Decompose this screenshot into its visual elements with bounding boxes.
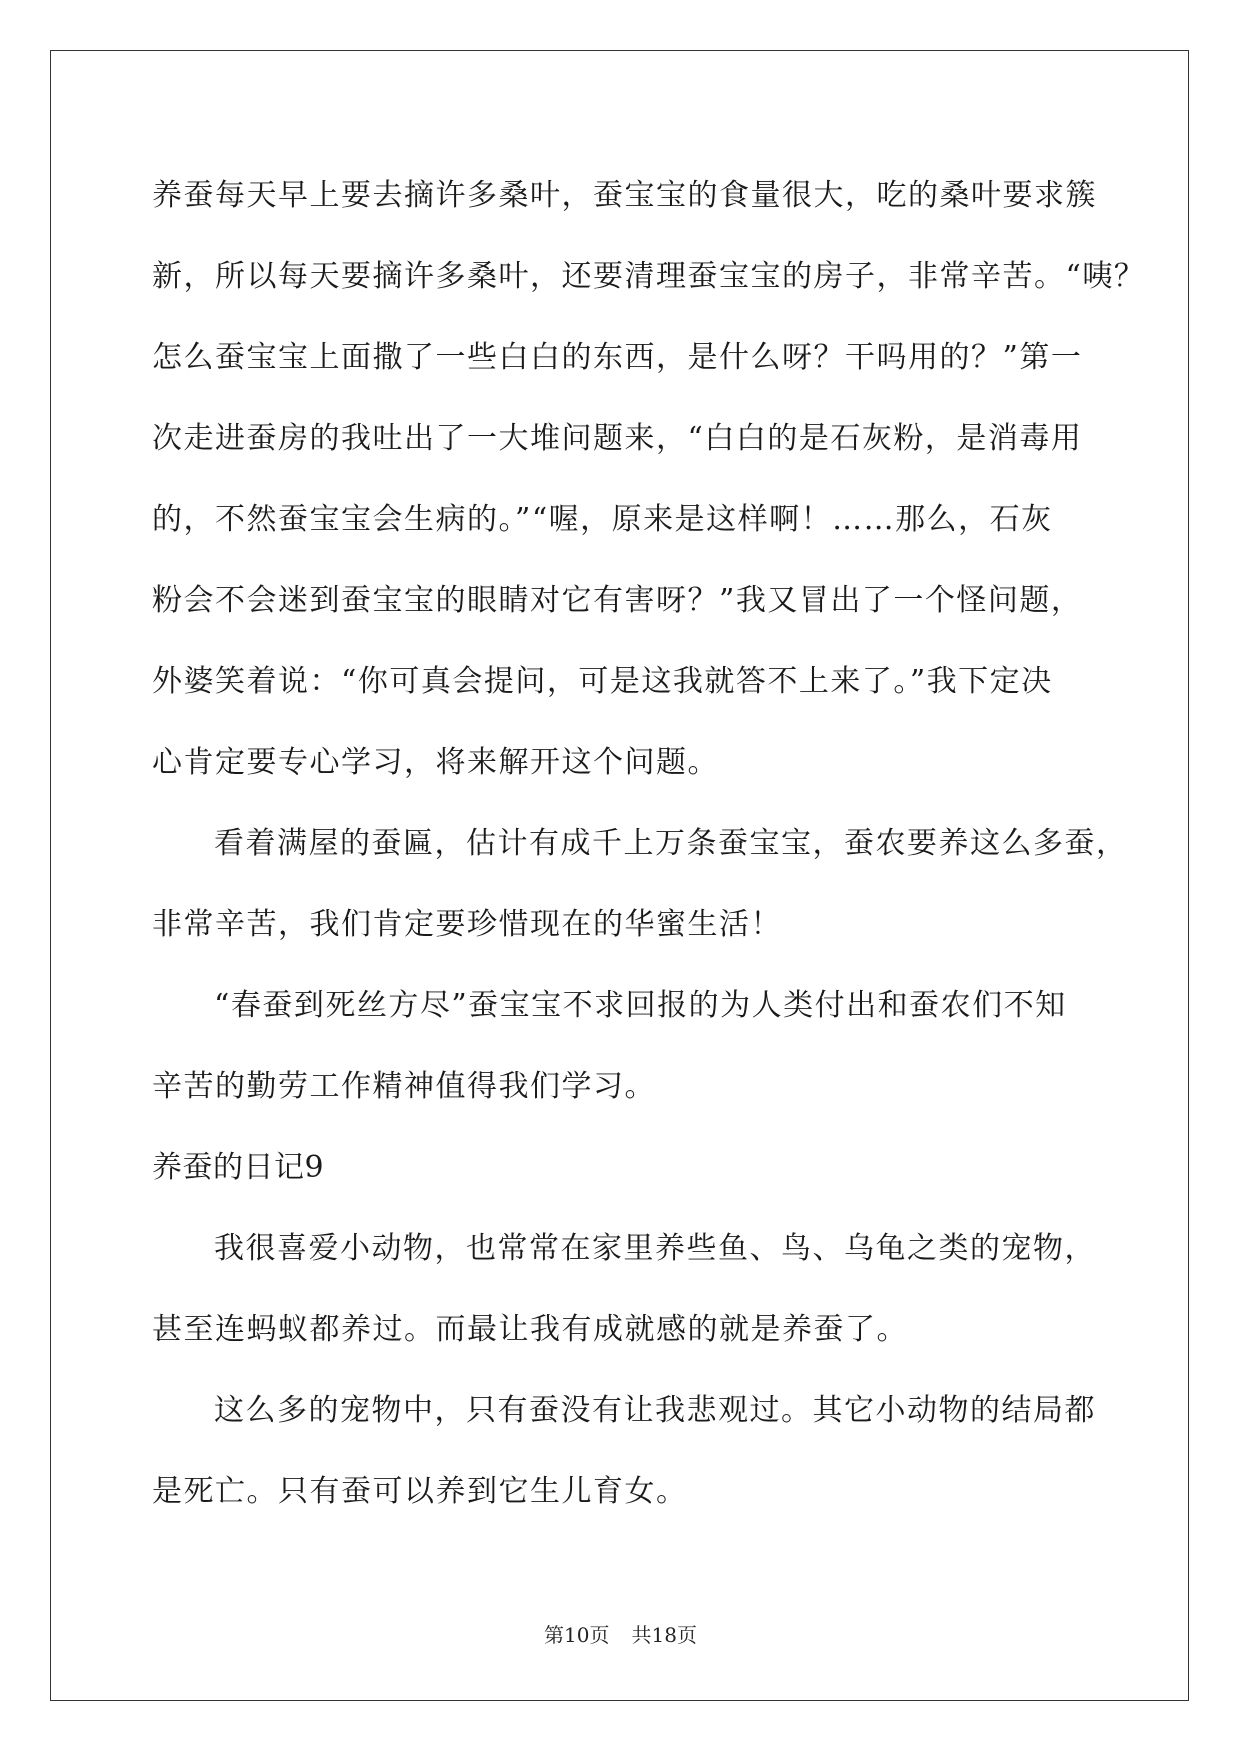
text-line: 非常辛苦，我们肯定要珍惜现在的华蜜生活！ [152, 907, 782, 942]
document-body [152, 155, 1146, 1532]
section-heading: 养蚕的日记9 [152, 1150, 325, 1185]
page-total: 共18页 [631, 1623, 697, 1647]
paragraph-start-line: “春蚕到死丝方尽”蚕宝宝不求回报的为人类付出和蚕农们不知 [214, 988, 1067, 1023]
text-line: 次走进蚕房的我吐出了一大堆问题来，“白白的是石灰粉，是消毒用 [152, 421, 1083, 456]
text-line: 是死亡。只有蚕可以养到它生儿育女。 [152, 1474, 688, 1509]
text-line: 辛苦的勤劳工作精神值得我们学习。 [152, 1069, 656, 1104]
page-number: 第10页 [544, 1623, 610, 1647]
text-line: 怎么蚕宝宝上面撒了一些白白的东西，是什么呀？干吗用的？”第一 [152, 340, 1083, 375]
text-line: 新，所以每天要摘许多桑叶，还要清理蚕宝宝的房子，非常辛苦。“咦？ [152, 259, 1146, 294]
text-line: 的，不然蚕宝宝会生病的。”“喔，原来是这样啊！……那么，石灰 [152, 502, 1053, 537]
text-line: 粉会不会迷到蚕宝宝的眼睛对它有害呀？”我又冒出了一个怪问题， [152, 583, 1083, 618]
paragraph-start-line: 我很喜爱小动物，也常常在家里养些鱼、鸟、乌龟之类的宠物， [214, 1231, 1096, 1266]
text-line: 心肯定要专心学习，将来解开这个问题。 [152, 745, 719, 780]
text-line: 外婆笑着说：“你可真会提问，可是这我就答不上来了。”我下定决 [152, 664, 1053, 699]
paragraph-start-line: 看着满屋的蚕匾，估计有成千上万条蚕宝宝，蚕农要养这么多蚕， [214, 826, 1128, 861]
text-line: 甚至连蚂蚁都养过。而最让我有成就感的就是养蚕了。 [152, 1312, 908, 1347]
text-line: 养蚕每天早上要去摘许多桑叶，蚕宝宝的食量很大，吃的桑叶要求簇 [152, 178, 1097, 213]
page-footer [0, 1621, 1241, 1649]
paragraph-start-line: 这么多的宠物中，只有蚕没有让我悲观过。其它小动物的结局都 [214, 1393, 1096, 1428]
